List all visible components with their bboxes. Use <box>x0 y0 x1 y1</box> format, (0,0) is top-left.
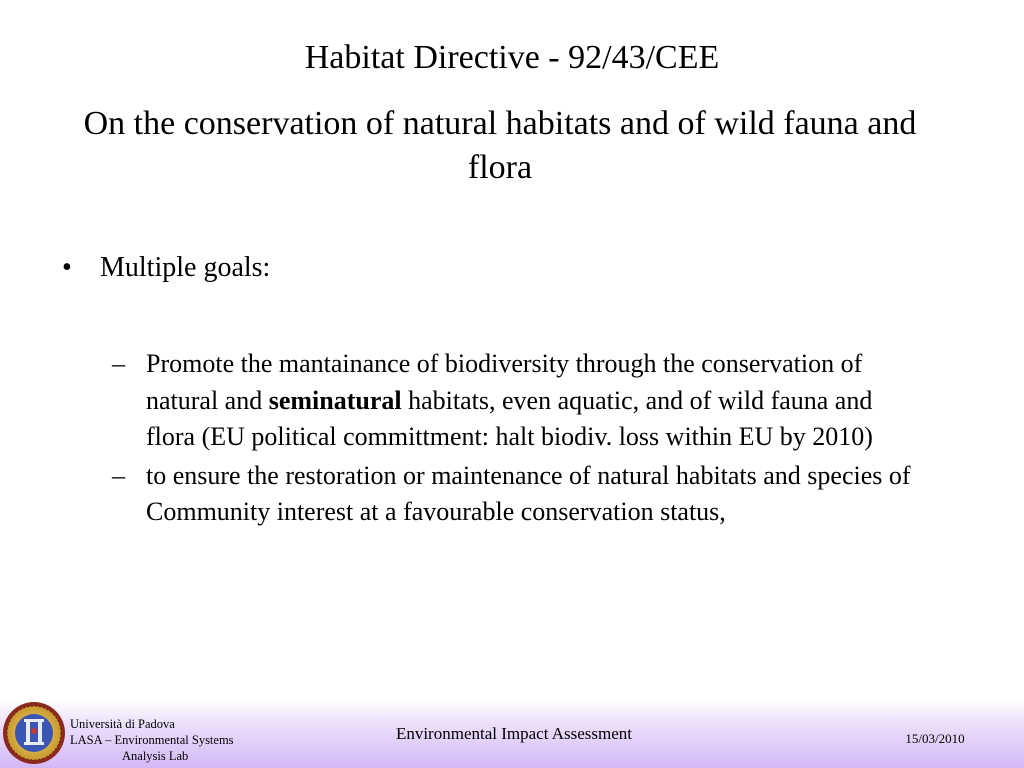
sub-bullet-text <box>146 346 912 456</box>
slide-subtitle: On the conservation of natural habitats and of wild fauna and flora <box>83 105 917 186</box>
bullet-text: Multiple goals: <box>100 252 271 283</box>
lab-name-line: Analysis Lab <box>122 749 189 763</box>
slide-title: Habitat Directive - 92/43/CEE <box>304 39 720 76</box>
bullet-marker: • <box>62 252 72 283</box>
sub-bullet-text-part: Promote the mantainance of biodiversity through the conservation of natural and <box>146 349 863 415</box>
sub-bullet-item <box>112 346 912 456</box>
sub-bullet-item <box>112 458 912 531</box>
dash-marker: – <box>112 460 125 490</box>
university-name: Università di Padova <box>70 717 175 731</box>
sub-bullet-text-part: habitats, even aquatic, and of wild fauna and flora (EU political committment: halt biodiv. loss within EU by 2010) <box>146 385 873 451</box>
university-seal-icon <box>2 701 66 765</box>
footer-date: 15/03/2010 <box>905 731 965 746</box>
bold-term: seminatural <box>268 385 402 415</box>
lab-name-line: LASA – Environmental Systems <box>70 733 234 747</box>
university-info <box>70 716 234 764</box>
sub-bullet-list <box>112 346 912 531</box>
bullet-item <box>62 250 270 286</box>
dash-marker: – <box>112 349 125 378</box>
sub-bullet-text: to ensure the restoration or maintenance of natural habitats and species of Community interest at a favourable conservation status, <box>146 460 911 526</box>
footer-course-title: Environmental Impact Assessment <box>395 724 633 743</box>
